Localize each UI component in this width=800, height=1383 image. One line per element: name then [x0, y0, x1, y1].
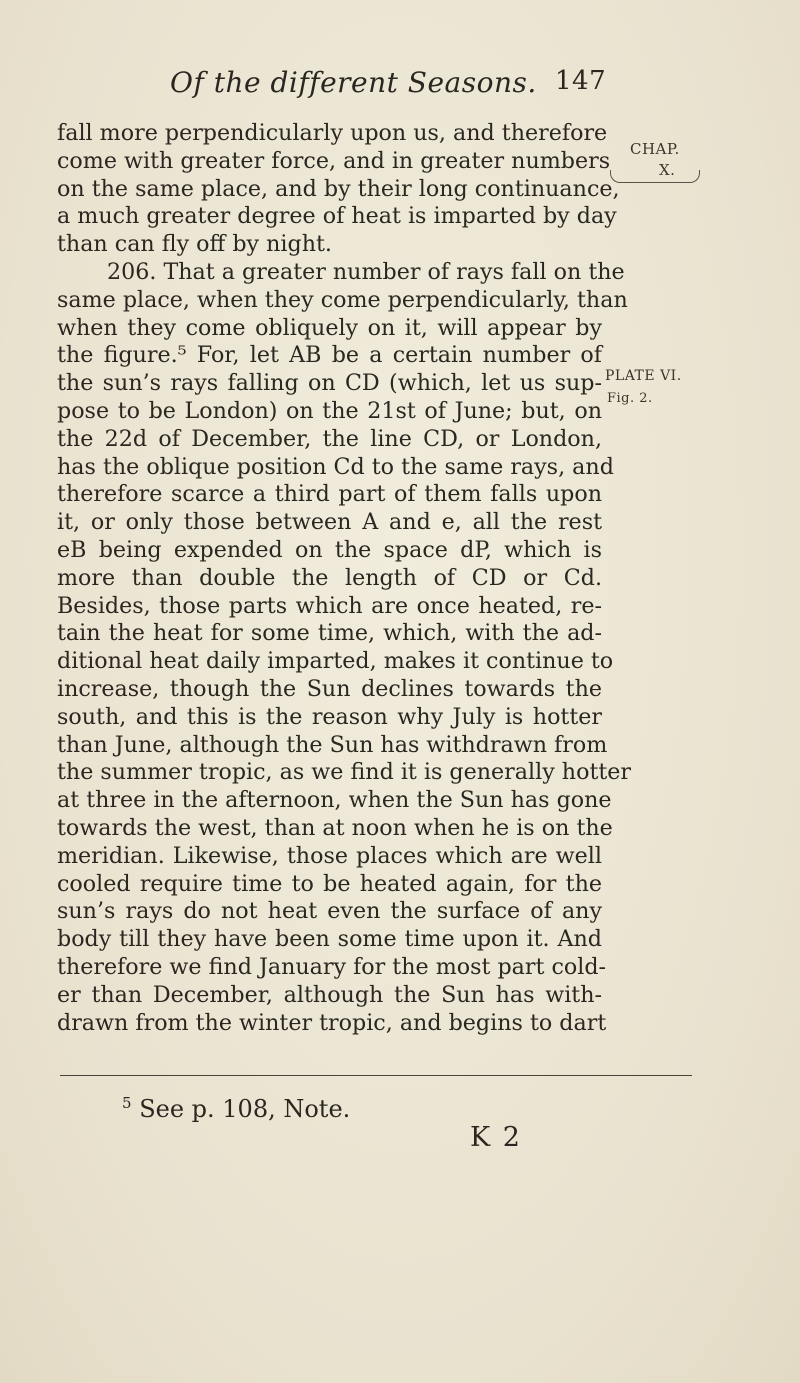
- footnote-rule: [60, 1075, 692, 1076]
- text-line: 206. That a greater number of rays fall on the: [107, 258, 625, 285]
- footnote-text: See p. 108, Note.: [139, 1095, 351, 1123]
- text-line: the sun’s rays falling on CD (which, let us sup-: [57, 370, 602, 397]
- text-line: meridian. Likewise, those places which are well: [57, 842, 602, 869]
- text-line: the figure.⁵ For, let AB be a certain number of: [57, 342, 602, 369]
- text-line: therefore scarce a third part of them falls upon: [57, 481, 602, 508]
- page-number: 147: [555, 66, 607, 96]
- text-line: on the same place, and by their long continuance,: [57, 175, 620, 202]
- margin-chapter-label: CHAP.: [630, 140, 680, 158]
- text-line: more than double the length of CD or Cd.: [57, 564, 602, 591]
- footnote-marker: 5: [122, 1094, 132, 1112]
- text-line: at three in the afternoon, when the Sun has gone: [57, 787, 612, 814]
- text-line: than can fly off by night.: [57, 231, 332, 258]
- text-line: south, and this is the reason why July is hotter: [57, 703, 602, 730]
- text-line: ditional heat daily imparted, makes it continue to: [57, 648, 614, 675]
- text-line: the 22d of December, the line CD, or London,: [57, 425, 602, 452]
- text-line: than June, although the Sun has withdrawn from: [57, 731, 608, 758]
- text-line: cooled require time to be heated again, for the: [57, 870, 602, 897]
- text-line: body till they have been some time upon it. And: [57, 926, 602, 953]
- text-line: increase, though the Sun declines towards the: [57, 675, 602, 702]
- signature-mark: K 2: [470, 1122, 522, 1153]
- text-line: it, or only those between A and e, all the rest: [57, 509, 602, 536]
- text-line: therefore we find January for the most part cold-: [57, 953, 607, 980]
- text-line: fall more perpendicularly upon us, and therefore: [57, 120, 608, 146]
- text-line: tain the heat for some time, which, with the ad-: [57, 620, 602, 647]
- text-line: a much greater degree of heat is imparted by day: [57, 203, 617, 230]
- margin-plate-label: PLATE VI.: [605, 368, 682, 384]
- text-line: the summer tropic, as we find it is generally hotter: [57, 759, 632, 786]
- margin-chapter-number: X.: [659, 161, 676, 179]
- text-line: er than December, although the Sun has with-: [57, 981, 602, 1008]
- margin-figure-label: Fig. 2.: [607, 391, 653, 406]
- text-line: eB being expended on the space dP, which is: [57, 536, 602, 563]
- text-line: towards the west, than at noon when he is on the: [57, 814, 613, 841]
- text-line: sun’s rays do not heat even the surface of any: [57, 898, 602, 925]
- text-line: drawn from the winter tropic, and begins to dart: [57, 1009, 607, 1036]
- text-line: come with greater force, and in greater numbers: [57, 147, 611, 174]
- margin-brace: [610, 170, 700, 183]
- footnote: [122, 1095, 350, 1123]
- text-line: same place, when they come perpendicularly, than: [57, 286, 628, 313]
- text-line: Besides, those parts which are once heated, re-: [57, 592, 602, 619]
- running-title: Of the different Seasons.: [170, 66, 537, 99]
- text-line: when they come obliquely on it, will appear by: [57, 314, 602, 341]
- text-line: pose to be London) on the 21st of June; but, on: [57, 397, 602, 424]
- text-line: has the oblique position Cd to the same rays, and: [57, 453, 614, 480]
